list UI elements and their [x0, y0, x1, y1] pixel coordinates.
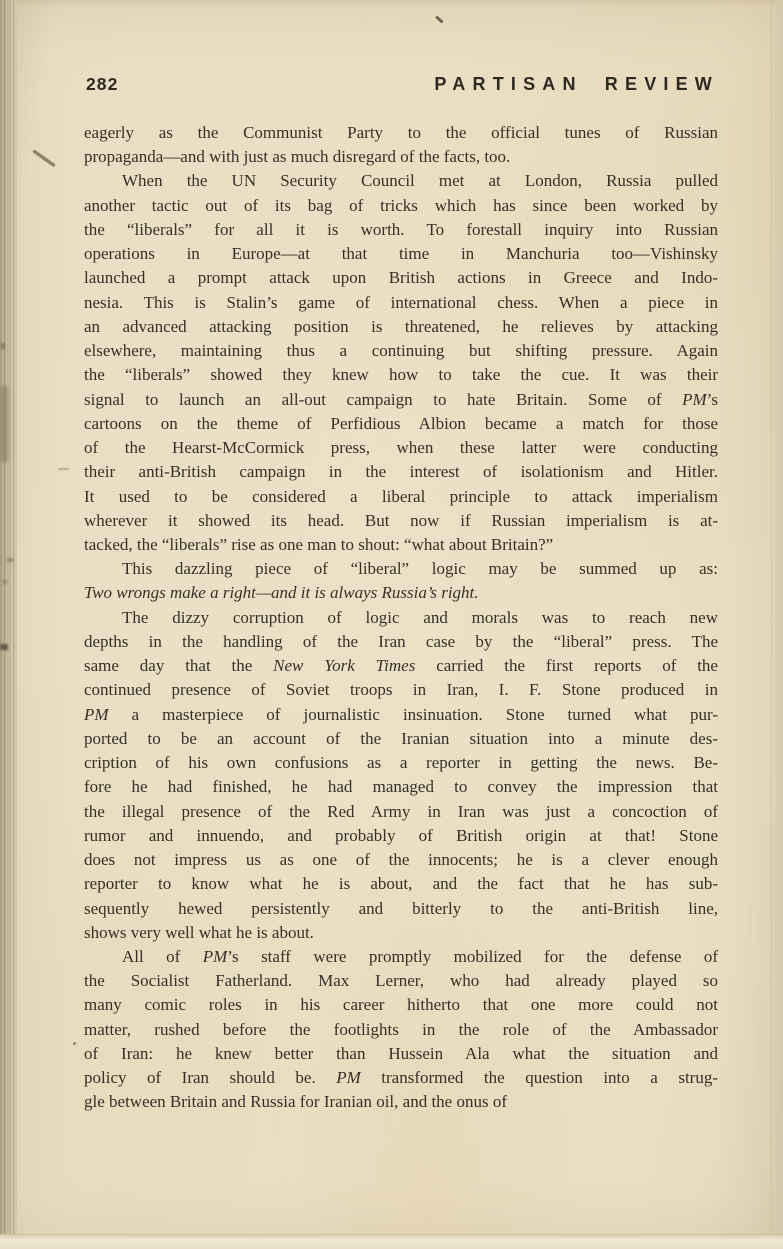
binding-smudge — [1, 343, 5, 349]
page-right-edge — [772, 0, 783, 1249]
text-line: launched a prompt attack upon British actions in Greece and Indo- — [84, 268, 718, 288]
text-line: matter, rushed before the footlights in the role of the Ambassador — [84, 1019, 718, 1039]
text-line: does not impress us as one of the innocents; he is a clever enough — [84, 850, 718, 870]
text-line: the “liberals” for all it is worth. To forestall inquiry into Russian — [84, 219, 718, 239]
text-line: All of PM’s staff were promptly mobilized for the defense of — [122, 946, 718, 966]
text-line: nesia. This is Stalin’s game of international chess. When a piece in — [84, 292, 718, 312]
text-line: the illegal presence of the Red Army in Iran was just a concoction of — [84, 801, 718, 821]
text-line: ported to be an account of the Iranian situation into a minute des- — [84, 728, 718, 748]
text-line: depths in the handling of the Iran case by the “liberal” press. The — [84, 631, 718, 651]
binding-smudge — [1, 386, 8, 462]
text-line: of the Hearst-McCormick press, when these latter were conducting — [84, 438, 718, 458]
binding-smudge — [0, 644, 8, 650]
scan-dot — [73, 1042, 76, 1045]
text-line: tacked, the “liberals” rise as one man to shout: “what about Britain?” — [84, 534, 554, 554]
text-line: cartoons on the theme of Perfidious Albion became a match for those — [84, 413, 718, 433]
text-line: rumor and innuendo, and probably of British origin at that! Stone — [84, 825, 718, 845]
binding-smudge — [7, 558, 13, 562]
text-line: The dizzy corruption of logic and morals was to reach new — [122, 607, 718, 627]
text-line: the Socialist Fatherland. Max Lerner, who had already played so — [84, 971, 718, 991]
text-line: wherever it showed its head. But now if Russian imperialism is at- — [84, 510, 718, 530]
text-line: cription of his own confusions as a reporter in getting the news. Be- — [84, 753, 718, 773]
text-line: gle between Britain and Russia for Iranian oil, and the onus of — [84, 1092, 507, 1112]
text-line: This dazzling piece of “liberal” logic may be summed up as: — [122, 559, 718, 579]
text-line: same day that the New York Times carried the first reports of the — [84, 656, 718, 676]
text-line: continued presence of Soviet troops in Iran, I. F. Stone produced in — [84, 680, 718, 700]
text-line: propaganda—and with just as much disregard of the facts, too. — [84, 147, 511, 167]
text-line: the “liberals” showed they knew how to take the cue. It was their — [84, 365, 718, 385]
page-bottom-edge — [0, 1234, 783, 1249]
text-line: operations in Europe—at that time in Manchuria too—Vishinsky — [84, 244, 718, 264]
text-line: elsewhere, maintaining thus a continuing but shifting pressure. Again — [84, 341, 718, 361]
text-line: another tactic out of its bag of tricks which has since been worked by — [84, 195, 718, 215]
text-line: signal to launch an all-out campaign to hate Britain. Some of PM’s — [84, 389, 718, 409]
text-line: their anti-British campaign in the interest of isolationism and Hitler. — [84, 462, 718, 482]
binding-smudge — [3, 580, 7, 584]
text-line: reporter to know what he is about, and the fact that he has sub- — [84, 874, 718, 894]
text-line: many comic roles in his career hitherto that one more could not — [84, 995, 718, 1015]
page-number: 282 — [86, 74, 119, 94]
text-line: When the UN Security Council met at London, Russia pulled — [122, 171, 718, 191]
pencil-dash-mark — [58, 468, 69, 470]
text-block — [84, 121, 718, 1115]
text-line: sequently hewed persistently and bitterly to the anti-British line, — [84, 898, 718, 918]
running-header — [86, 74, 719, 95]
text-line: Two wrongs make a right—and it is always Russia’s right. — [84, 583, 479, 603]
journal-title: PARTISAN REVIEW — [434, 74, 719, 94]
text-line: an advanced attacking position is threatened, he relieves by attacking — [84, 316, 718, 336]
text-line: of Iran: he knew better than Hussein Ala what the situation and — [84, 1043, 718, 1063]
handwritten-check-mark — [32, 149, 58, 169]
text-line: It used to be considered a liberal principle to attack imperialism — [84, 486, 718, 506]
text-line: fore he had finished, he had managed to convey the impression that — [84, 777, 718, 797]
text-line: policy of Iran should be. PM transformed the question into a strug- — [84, 1068, 718, 1088]
text-line: PM a masterpiece of journalistic insinuation. Stone turned what pur- — [84, 704, 718, 724]
book-binding-edge — [0, 0, 17, 1235]
text-line: eagerly as the Communist Party to the official tunes of Russian — [84, 123, 718, 142]
scan-speck — [435, 15, 443, 23]
text-line: shows very well what he is about. — [84, 922, 314, 942]
